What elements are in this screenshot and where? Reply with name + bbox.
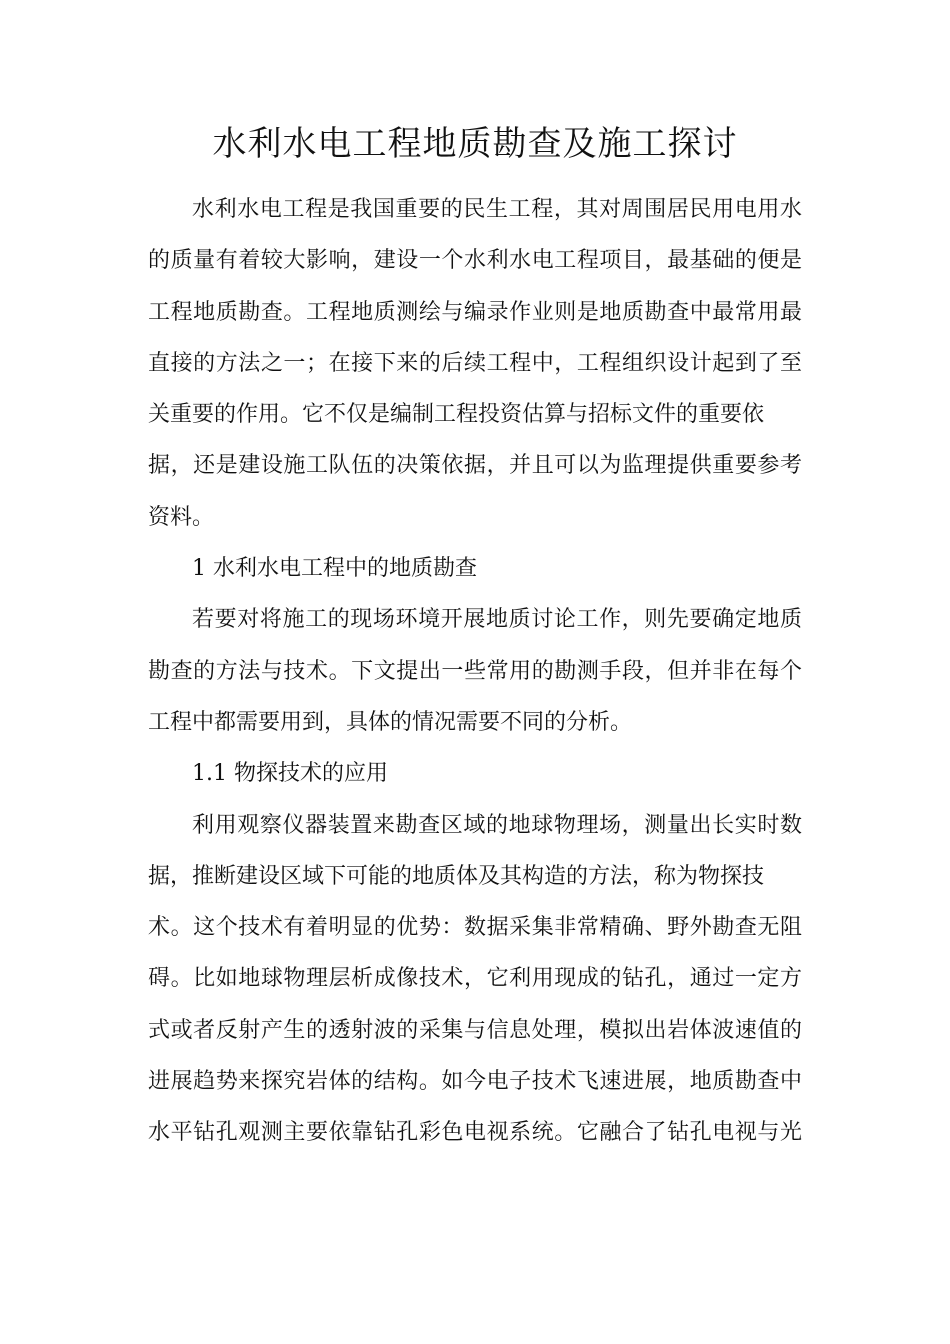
paragraph-line: 据，还是建设施工队伍的决策依据，并且可以为监理提供重要参考 [148, 453, 802, 479]
document-title: 水利水电工程地质勘查及施工探讨 [212, 124, 738, 164]
subsection-heading: 1.1 物探技术的应用 [192, 761, 388, 787]
paragraph-line: 碍。比如地球物理层析成像技术，它利用现成的钻孔，通过一定方 [148, 966, 802, 992]
document-body [148, 184, 802, 1159]
paragraph-line: 术。这个技术有着明显的优势：数据采集非常精确、野外勘查无阻 [148, 915, 802, 941]
paragraph-line: 关重要的作用。它不仅是编制工程投资估算与招标文件的重要依 [148, 402, 765, 428]
paragraph-line: 进展趋势来探究岩体的结构。如今电子技术飞速进展，地质勘查中 [148, 1069, 802, 1095]
paragraph-line: 若要对将施工的现场环境开展地质讨论工作，则先要确定地质 [192, 607, 802, 633]
paragraph-line: 的质量有着较大影响，建设一个水利水电工程项目，最基础的便是 [148, 248, 802, 274]
paragraph-line: 据，推断建设区域下可能的地质体及其构造的方法，称为物探技 [148, 863, 765, 889]
paragraph-line: 水平钻孔观测主要依靠钻孔彩色电视系统。它融合了钻孔电视与光 [148, 1120, 802, 1146]
paragraph-line: 勘查的方法与技术。下文提出一些常用的勘测手段，但并非在每个 [148, 658, 802, 684]
paragraph-line: 资料。 [148, 504, 215, 530]
paragraph-line: 工程地质勘查。工程地质测绘与编录作业则是地质勘查中最常用最 [148, 299, 802, 325]
paragraph-line: 式或者反射产生的透射波的采集与信息处理，模拟出岩体波速值的 [148, 1017, 802, 1043]
paragraph-line: 直接的方法之一；在接下来的后续工程中，工程组织设计起到了至 [148, 350, 802, 376]
section-heading: 1 水利水电工程中的地质勘查 [192, 556, 477, 582]
paragraph-line: 水利水电工程是我国重要的民生工程，其对周围居民用电用水 [192, 197, 802, 222]
paragraph-line: 工程中都需要用到，具体的情况需要不同的分析。 [148, 709, 633, 735]
paragraph-line: 利用观察仪器装置来勘查区域的地球物理场，测量出长实时数 [192, 812, 802, 838]
